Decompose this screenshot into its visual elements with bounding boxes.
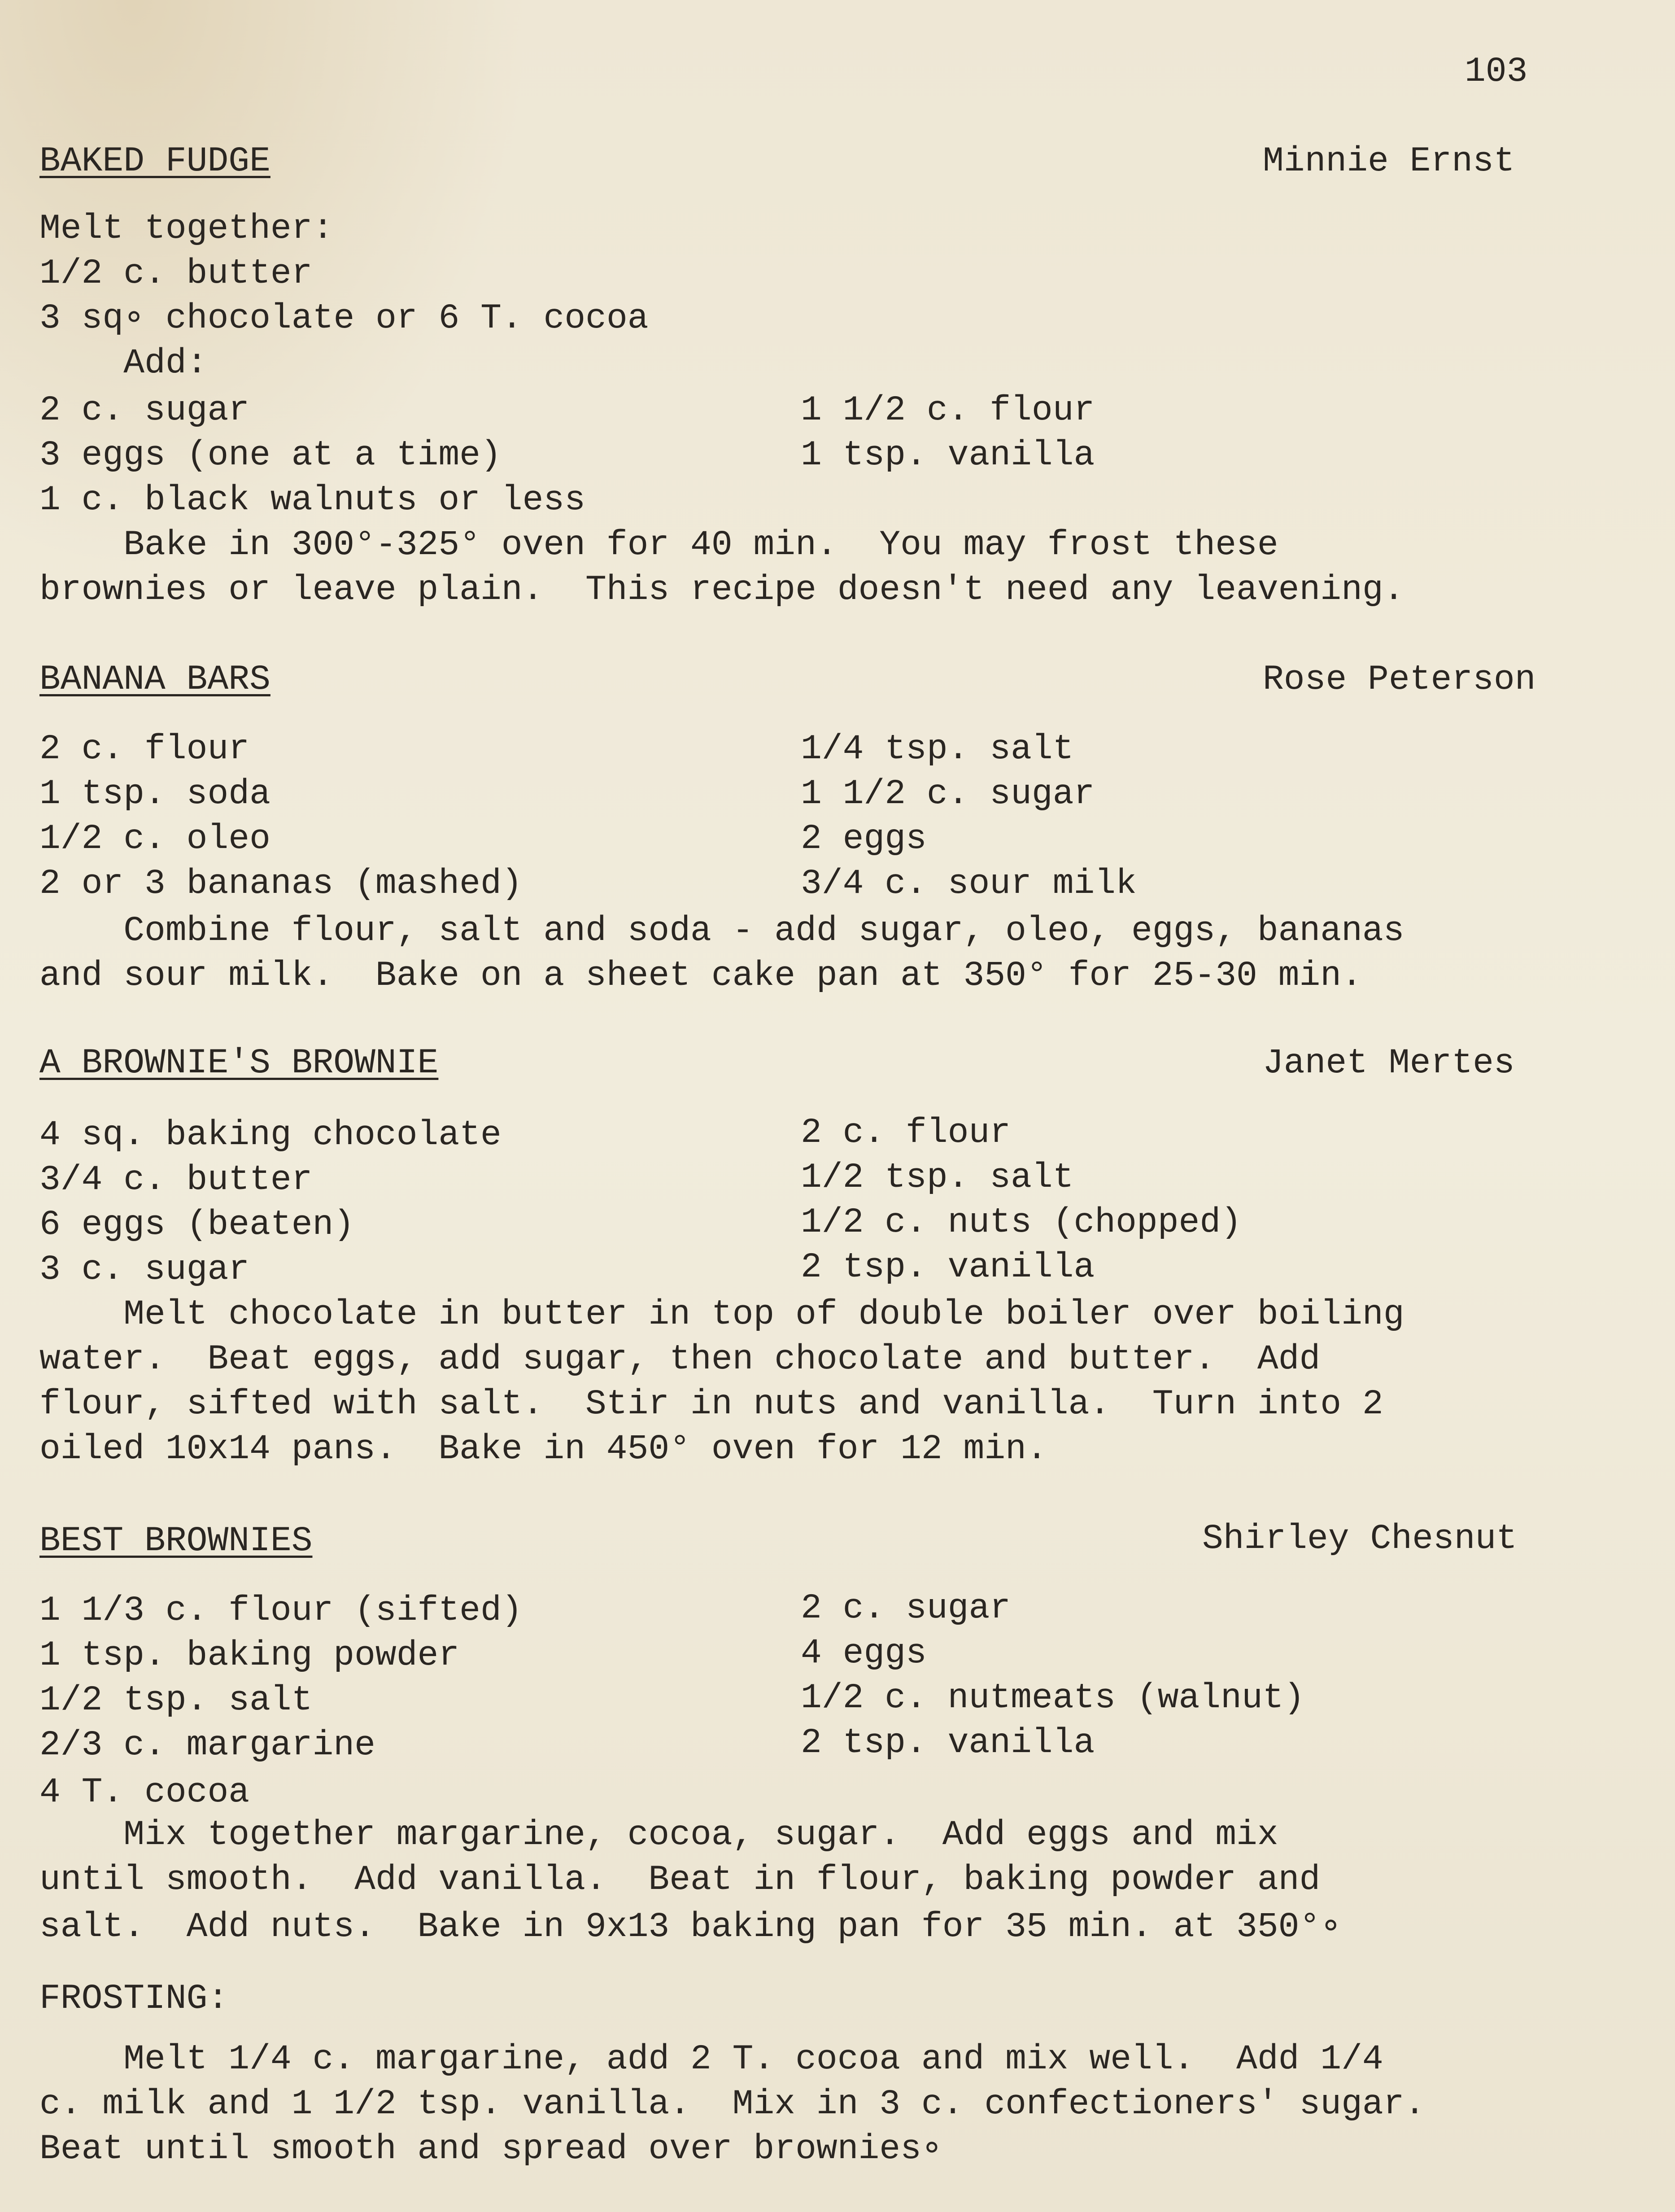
instruction-line: oiled 10x14 pans. Bake in 450° oven for 12 min. xyxy=(39,1429,1047,1469)
recipe-title-baked-fudge: BAKED FUDGE xyxy=(39,142,270,181)
instruction-line: flour, sifted with salt. Stir in nuts and vanilla. Turn into 2 xyxy=(39,1385,1383,1424)
frosting-label: FROSTING: xyxy=(39,1979,229,2019)
ingredient-right: 4 eggs xyxy=(801,1634,927,1673)
recipe-author-rose-peterson: Rose Peterson xyxy=(1263,660,1536,699)
instruction-line: brownies or leave plain. This recipe doesn't need any leavening. xyxy=(39,570,1405,610)
recipe-title-a-brownies-brownie: A BROWNIE'S BROWNIE xyxy=(39,1044,439,1083)
ingredient-right: 3/4 c. sour milk xyxy=(801,864,1137,904)
ingredient-left: 4 sq. baking chocolate xyxy=(39,1115,502,1155)
ingredient-left: 1 1/3 c. flour (sifted) xyxy=(39,1591,523,1631)
ingredient-left: 6 eggs (beaten) xyxy=(39,1205,355,1245)
ingredient-right: 2 tsp. vanilla xyxy=(801,1723,1095,1763)
ingredient-right: 1 1/2 c. flour xyxy=(801,391,1095,430)
ingredient-right: 2 eggs xyxy=(801,819,927,859)
ingredient-left: 2 c. sugar xyxy=(39,391,250,430)
recipe-line: 1/2 c. butter xyxy=(39,254,313,293)
recipe-author-janet-mertes: Janet Mertes xyxy=(1263,1044,1515,1083)
recipe-title-best-brownies: BEST BROWNIES xyxy=(39,1521,313,1561)
ingredient-right: 1/2 tsp. salt xyxy=(801,1158,1074,1198)
recipe-author-minnie-ernst: Minnie Ernst xyxy=(1263,142,1515,181)
ingredient-left: 3/4 c. butter xyxy=(39,1160,313,1200)
recipe-line: Melt together: xyxy=(39,209,334,249)
instruction-line: and sour milk. Bake on a sheet cake pan at 350° for 25-30 min. xyxy=(39,956,1362,996)
ingredient-left: 3 c. sugar xyxy=(39,1250,250,1290)
ingredient-right: 2 c. flour xyxy=(801,1113,1011,1153)
ingredient-right: 1/2 c. nuts (chopped) xyxy=(801,1203,1242,1242)
frosting-line: Beat until smooth and spread over brownies∘ xyxy=(39,2129,942,2169)
ingredient-left: 1 tsp. baking powder xyxy=(39,1636,460,1675)
recipe-author-shirley-chesnut: Shirley Chesnut xyxy=(1202,1519,1518,1559)
recipe-line: 3 sq∘ chocolate or 6 T. cocoa xyxy=(39,299,649,338)
ingredient-right: 1 1/2 c. sugar xyxy=(801,774,1095,814)
instruction-line: water. Beat eggs, add sugar, then chocolate and butter. Add xyxy=(39,1340,1321,1379)
page-number: 103 xyxy=(1465,52,1528,92)
ingredient-right: 1/4 tsp. salt xyxy=(801,730,1074,769)
instruction-line: Combine flour, salt and soda - add sugar, oleo, eggs, bananas xyxy=(39,911,1405,951)
recipe-line: Add: xyxy=(39,344,208,383)
instruction-line: Bake in 300°-325° oven for 40 min. You may frost these xyxy=(39,525,1278,565)
ingredient-left: 1/2 c. oleo xyxy=(39,819,270,859)
ingredient-right: 2 tsp. vanilla xyxy=(801,1248,1095,1287)
ingredient-left: 2 c. flour xyxy=(39,730,250,769)
instruction-line: salt. Add nuts. Bake in 9x13 baking pan for 35 min. at 350°∘ xyxy=(39,1907,1342,1947)
ingredient-left: 3 eggs (one at a time) xyxy=(39,436,502,475)
frosting-line: Melt 1/4 c. margarine, add 2 T. cocoa and mix well. Add 1/4 xyxy=(39,2040,1383,2079)
instruction-line: Melt chocolate in butter in top of double boiler over boiling xyxy=(39,1295,1405,1334)
ingredient-left: 2 or 3 bananas (mashed) xyxy=(39,864,523,904)
instruction-line: Mix together margarine, cocoa, sugar. Add eggs and mix xyxy=(39,1815,1278,1855)
ingredient-left: 2/3 c. margarine xyxy=(39,1726,375,1765)
ingredient-left: 1 c. black walnuts or less xyxy=(39,481,585,520)
ingredient-left: 4 T. cocoa xyxy=(39,1773,250,1812)
instruction-line: until smooth. Add vanilla. Beat in flour, baking powder and xyxy=(39,1860,1321,1900)
ingredient-right: 1 tsp. vanilla xyxy=(801,436,1095,475)
ingredient-right: 1/2 c. nutmeats (walnut) xyxy=(801,1679,1305,1718)
ingredient-left: 1/2 tsp. salt xyxy=(39,1681,313,1720)
ingredient-left: 1 tsp. soda xyxy=(39,774,270,814)
frosting-line: c. milk and 1 1/2 tsp. vanilla. Mix in 3 c. confectioners' sugar. xyxy=(39,2085,1426,2124)
recipe-title-banana-bars: BANANA BARS xyxy=(39,660,270,699)
ingredient-right: 2 c. sugar xyxy=(801,1589,1011,1628)
